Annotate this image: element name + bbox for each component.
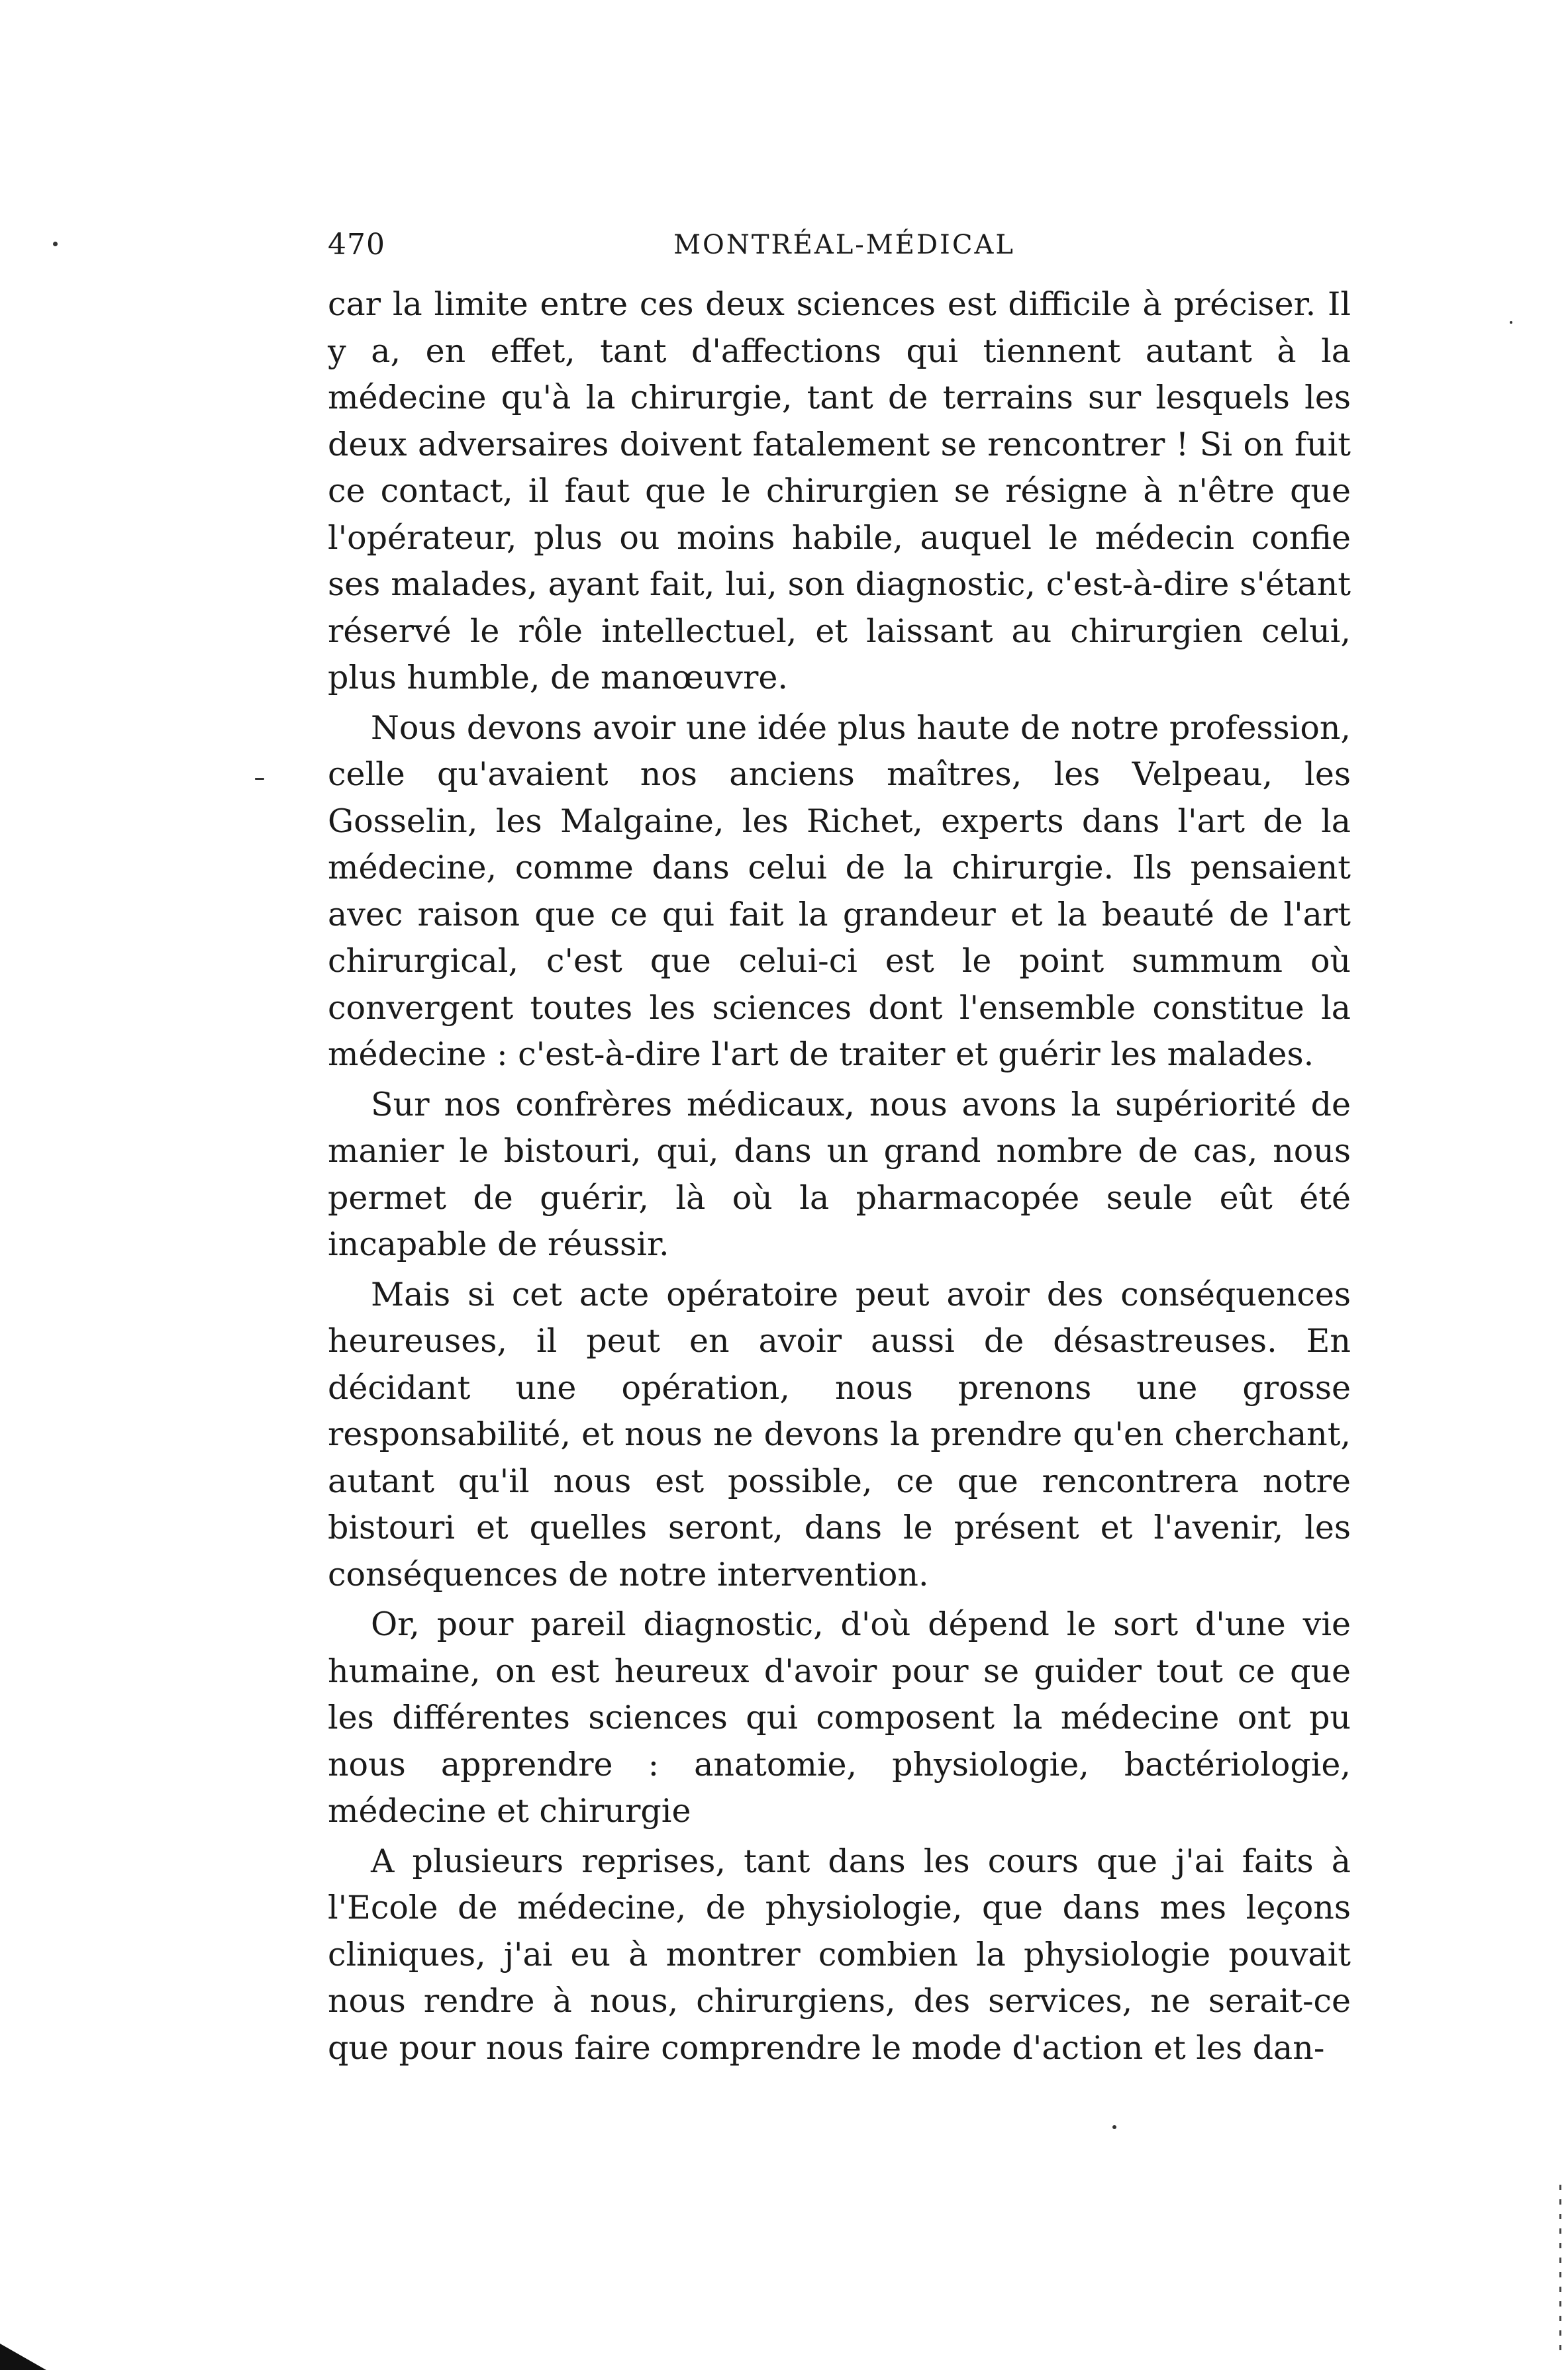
scan-speck [53,242,58,246]
page-number: 470 [328,228,385,262]
scan-corner-mark [0,2344,46,2370]
scan-edge-mark [1559,2185,1561,2350]
scan-speck [255,778,264,780]
paragraph: A plusieurs reprises, tant dans les cours que j'ai faits à l'Ecole de médecine, de physiologie, que dans mes leçons cliniques, j'ai eu à montrer combien la physiologie pouvait nous rendre à nous, chirurgiens, des services, ne serait-ce que pour nous faire comprendre le mode d'action et les dan- [328,1842,1351,2067]
scan-speck [1510,321,1512,324]
body-text [328,281,1351,2075]
scan-speck [1112,2125,1116,2129]
running-title: MONTRÉAL-MÉDICAL [673,230,1015,260]
paragraph: Sur nos confrères médicaux, nous avons la supériorité de manier le bistouri, qui, dans un grand nombre de cas, nous permet de guérir, là où la pharmacopée seule eût été incapable de réussir. [328,1085,1351,1263]
paragraph: Nous devons avoir une idée plus haute de notre profession, celle qu'avaient nos anciens maîtres, les Velpeau, les Gosselin, les Malgaine, les Richet, experts dans l'art de la médecine, comme dans celui de la chirurgie. Ils pensaient avec raison que ce qui fait la grandeur et la beauté de l'art chirurgical, c'est que celui-ci est le point summum où convergent toutes les sciences dont l'ensemble constitue la médecine : c'est-à-dire l'art de traiter et guérir les malades. [328,708,1351,1073]
page-header [328,218,1351,271]
paragraph: Mais si cet acte opératoire peut avoir des conséquences heureuses, il peut en avoir aussi de désastreuses. En décidant une opération, nous prenons une grosse responsabilité, et nous ne devons la prendre qu'en cherchant, autant qu'il nous est possible, ce que rencontrera notre bistouri et quelles seront, dans le présent et l'avenir, les conséquences de notre intervention. [328,1275,1351,1594]
paragraph: car la limite entre ces deux sciences est difficile à préciser. Il y a, en effet, tant d'affections qui tiennent autant à la médecine qu'à la chirurgie, tant de terrains sur lesquels les deux adversaires doivent fatalement se rencontrer ! Si on fuit ce contact, il faut que le chirurgien se résigne à n'être que l'opérateur, plus ou moins habile, auquel le médecin confie ses malades, ayant fait, lui, son diagnostic, c'est-à-dire s'étant réservé le rôle intellectuel, et laissant au chirurgien celui, plus humble, de manœuvre. [328,285,1351,696]
paragraph: Or, pour pareil diagnostic, d'où dépend le sort d'une vie humaine, on est heureux d'avoir pour se guider tout ce que les différentes sciences qui composent la médecine ont pu nous apprendre : anatomie, physiologie, bactériologie, médecine et chirurgie [328,1605,1351,1830]
